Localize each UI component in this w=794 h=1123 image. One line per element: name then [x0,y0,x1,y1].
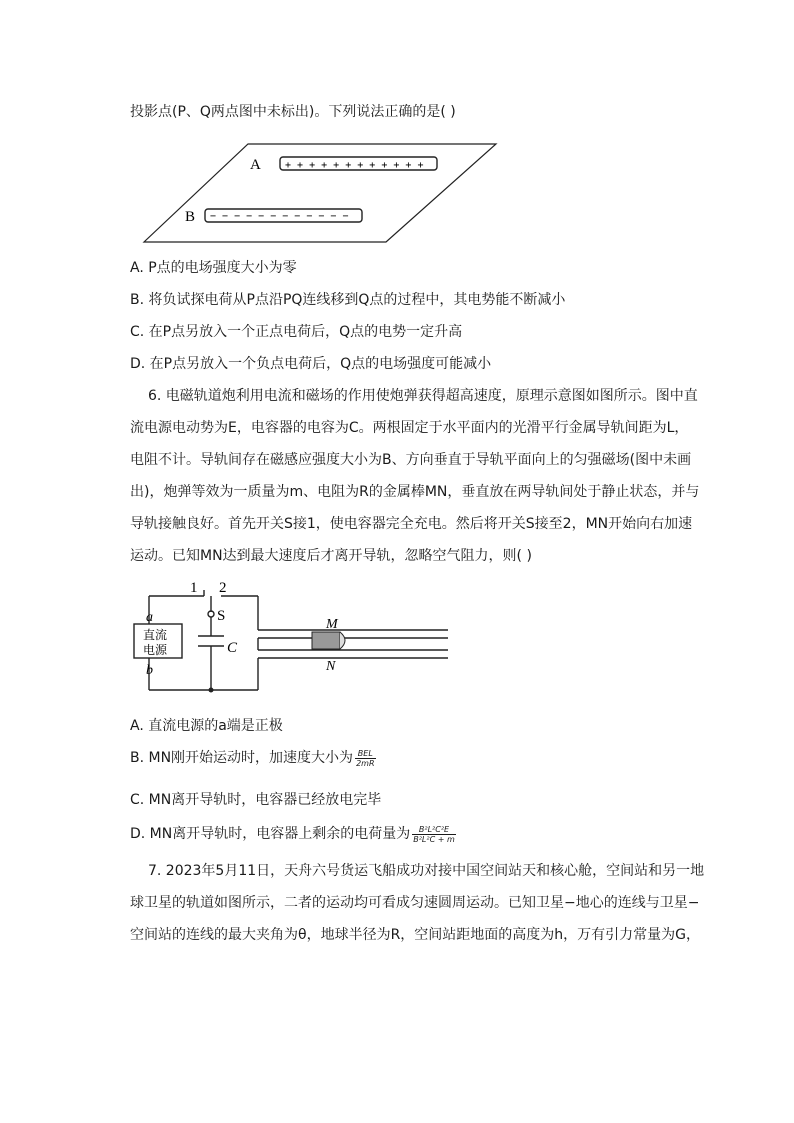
q6-label-a: a [146,610,153,625]
q6-junction-dot [209,688,214,693]
q5-rod-b-charges: − − − − − − − − − − − − [210,211,349,222]
q6-source-label-1: 直流 [143,628,168,642]
q6-railgun-circuit-figure [128,576,458,696]
q6-option-b-numerator: BEL [355,749,375,759]
q6-projectile-tip [340,632,345,649]
q6-option-d [130,824,458,844]
q6-option-a: A. 直流电源的a端是正极 [130,718,283,734]
q6-line-1: 6. 电磁轨道炮利用电流和磁场的作用使炮弹获得超高速度，原理示意图如图所示。图中直 [148,388,698,404]
q5-option-a: A. P点的电场强度大小为零 [130,260,297,276]
q6-projectile-mn [312,632,340,649]
q6-source-label-2: 电源 [143,643,168,657]
q5-option-b: B. 将负试探电荷从P点沿PQ连线移到Q点的过程中，其电势能不断减小 [130,292,566,308]
q6-line-5: 导轨接触良好。首先开关S接1，使电容器完全充电。然后将开关S接至2，MN开始向右加速 [130,516,693,532]
q5-option-c: C. 在P点另放入一个正点电荷后，Q点的电势一定升高 [130,324,463,340]
q5-rod-a-charges: + + + + + + + + + + + + [285,160,424,171]
q6-label-c: C [227,640,238,656]
q6-label-2: 2 [219,580,227,596]
q5-option-d: D. 在P点另放入一个负点电荷后，Q点的电场强度可能减小 [130,356,492,372]
q6-option-d-numerator: B²L²C²E [412,825,456,835]
q6-label-b: b [146,663,153,678]
q6-option-b [130,748,378,768]
q7-line-1: 7. 2023年5月11日，天舟六号货运飞船成功对接中国空间站天和核心舱，空间站和另一地 [148,863,705,879]
q5-label-a: A [250,157,261,173]
q6-line-3: 电阻不计。导轨间存在磁感应强度大小为B、方向垂直于导轨平面向上的匀强磁场(图中未画 [130,452,692,468]
q6-option-b-fraction [355,749,375,768]
q5-charged-rods-figure [140,140,520,250]
q6-label-1: 1 [190,580,198,596]
q6-label-n: N [326,659,336,674]
q5-plane [144,144,496,242]
q6-label-s: S [217,608,226,624]
q6-option-d-fraction [412,825,456,844]
q7-line-2: 球卫星的轨道如图所示，二者的运动均可看成匀速圆周运动。已知卫星−地心的连线与卫星− [130,895,700,911]
q6-option-b-denominator: 2mR [356,758,375,768]
q6-option-b-text: B. MN刚开始运动时，加速度大小为 [130,750,354,766]
q7-line-3: 空间站的连线的最大夹角为θ，地球半径为R，空间站距地面的高度为h，万有引力常量为G， [130,927,701,943]
q6-option-c: C. MN离开导轨时，电容器已经放电完毕 [130,792,382,808]
q6-line-2: 流电源电动势为E，电容器的电容为C。两根固定于水平面内的光滑平行金属导轨间距为L， [130,420,689,436]
q6-option-d-text: D. MN离开导轨时，电容器上剩余的电荷量为 [130,826,411,842]
q5-label-b: B [185,209,196,225]
q6-line-4: 出)，炮弹等效为一质量为m、电阻为R的金属棒MN，垂直放在两导轨间处于静止状态，并与 [130,484,700,500]
q5-tail-text: 投影点(P、Q两点图中未标出)。下列说法正确的是( ) [130,104,456,120]
q6-label-m: M [326,617,338,632]
q6-line-6: 运动。已知MN达到最大速度后才离开导轨，忽略空气阻力，则( ) [130,548,532,564]
q6-option-d-denominator: B²L²C + m [413,834,455,844]
